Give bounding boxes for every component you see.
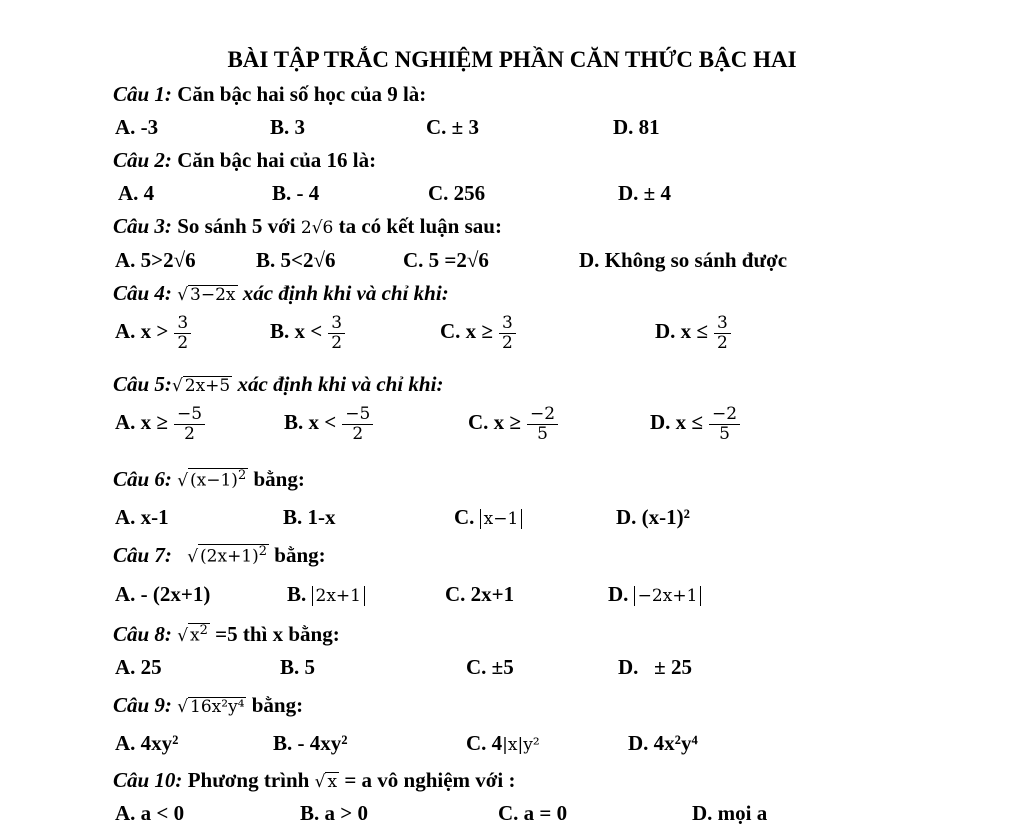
page-title: BÀI TẬP TRẮC NGHIỆM PHẦN CĂN THỨC BẬC HAI: [227, 47, 797, 72]
question-label: Câu 7:: [113, 543, 172, 567]
option-a[interactable]: A. x-1: [115, 505, 169, 529]
option-d[interactable]: [655, 314, 731, 352]
radicand-base: x: [190, 626, 200, 646]
option-d[interactable]: D. 81: [613, 115, 660, 139]
radicand: 16x²y⁴: [190, 697, 245, 717]
option-d[interactable]: D. ± 25: [618, 655, 692, 679]
option-prefix: C. x ≥: [440, 319, 493, 343]
sqrt-sign: √: [187, 547, 199, 567]
fraction: [709, 405, 740, 443]
abs-expression: −2x+1: [634, 586, 702, 606]
question-text-before: So sánh 5 với: [177, 214, 296, 238]
radicand: 2x+5: [184, 376, 231, 396]
question-label: Câu 5:: [113, 372, 172, 396]
option-b[interactable]: B. 1-x: [283, 505, 336, 529]
numerator: −5: [342, 405, 373, 425]
fraction: [499, 314, 516, 352]
numerator: 3: [714, 314, 731, 334]
option-d[interactable]: D. ± 4: [618, 181, 671, 205]
fraction: [527, 405, 558, 443]
option-b[interactable]: B. a > 0: [300, 801, 368, 825]
numerator: 3: [499, 314, 516, 334]
question-text: xác định khi và chỉ khi:: [237, 372, 444, 396]
option-prefix: B. x <: [270, 319, 323, 343]
option-prefix: A. x >: [115, 319, 169, 343]
option-b[interactable]: B. - 4: [272, 181, 320, 205]
denominator: 2: [352, 423, 364, 444]
question-label: Câu 10:: [113, 768, 183, 792]
abs-expression: x−1: [480, 509, 523, 529]
option-a[interactable]: A. 4: [118, 181, 155, 205]
option-b[interactable]: B. - 4xy²: [273, 731, 348, 755]
sqrt-sign: √: [177, 471, 189, 491]
option-a[interactable]: A. 4xy²: [115, 731, 179, 755]
math-expression: 2√6: [300, 218, 334, 238]
option-a[interactable]: [115, 405, 205, 443]
sqrt-sign: √: [171, 376, 183, 396]
option-c[interactable]: [468, 405, 558, 443]
sqrt-sign: √: [314, 772, 326, 792]
denominator: 2: [501, 332, 513, 353]
question-label: Câu 2:: [113, 148, 172, 172]
sqrt-sign: √: [177, 697, 189, 717]
question-text: xác định khi và chỉ khi:: [242, 281, 449, 305]
question-9: [113, 693, 303, 718]
radicand: x: [327, 772, 338, 792]
denominator: 5: [719, 423, 730, 444]
option-prefix: B. x <: [284, 410, 337, 434]
option-prefix: C. x ≥: [468, 410, 521, 434]
option-c[interactable]: C. ±5: [466, 655, 514, 679]
question-1: [113, 82, 426, 107]
option-c[interactable]: C. 2x+1: [445, 582, 515, 606]
denominator: 2: [331, 332, 343, 353]
option-c[interactable]: [440, 314, 516, 352]
option-c[interactable]: C. ± 3: [426, 115, 479, 139]
option-prefix: B.: [287, 582, 307, 606]
option-b[interactable]: [284, 405, 373, 443]
fraction: [714, 314, 731, 352]
option-b[interactable]: B. 5: [280, 655, 316, 679]
question-label: Câu 3:: [113, 214, 172, 238]
question-text-after: ta có kết luận sau:: [338, 214, 502, 238]
option-prefix: C.: [454, 505, 475, 529]
option-prefix: C. 4: [466, 731, 503, 755]
question-6: [113, 467, 305, 492]
denominator: 2: [716, 332, 728, 353]
denominator: 5: [537, 423, 548, 444]
option-c[interactable]: [466, 731, 540, 756]
option-c[interactable]: [454, 505, 522, 530]
denominator: 2: [184, 423, 195, 444]
numerator: −2: [709, 405, 740, 425]
radicand: $(2x+1)^2$: [200, 544, 268, 567]
question-8: [113, 622, 340, 647]
option-d[interactable]: [608, 582, 701, 607]
radicand-base: (2x+1): [200, 547, 259, 567]
question-label: Câu 1:: [113, 82, 172, 106]
question-label: Câu 4:: [113, 281, 172, 305]
option-a[interactable]: A. 25: [115, 655, 162, 679]
numerator: −2: [527, 405, 558, 425]
option-c[interactable]: C. 256: [428, 181, 486, 205]
question-label: Câu 8:: [113, 622, 172, 646]
question-label: Câu 9:: [113, 693, 172, 717]
option-a[interactable]: [115, 314, 191, 352]
sqrt-sign: √: [177, 285, 189, 305]
question-7: [113, 543, 326, 568]
question-text: Căn bậc hai số học của 9 là:: [177, 82, 427, 106]
option-prefix: A. x ≥: [115, 410, 168, 434]
option-a[interactable]: A. -3: [115, 115, 159, 139]
radicand: $(x-1)^2$: [190, 468, 247, 491]
numerator: −5: [174, 405, 205, 425]
radicand-base: (x−1): [190, 471, 238, 491]
option-b[interactable]: [270, 314, 345, 352]
question-text: bằng:: [251, 693, 304, 717]
option-d[interactable]: [650, 405, 740, 443]
option-prefix: D.: [608, 582, 629, 606]
denominator: 2: [177, 332, 189, 353]
fraction: [328, 314, 345, 352]
question-text: bằng:: [253, 467, 305, 491]
option-a[interactable]: A. a < 0: [115, 801, 185, 825]
option-c[interactable]: C. 5 =2√6: [403, 248, 489, 272]
numerator: 3: [174, 314, 191, 334]
fraction: [174, 405, 205, 443]
abs-expression: 2x+1: [312, 586, 365, 606]
fraction: [342, 405, 373, 443]
option-b[interactable]: B. 3: [270, 115, 306, 139]
sqrt-sign: √: [177, 626, 189, 646]
question-text-after: = a vô nghiệm với :: [344, 768, 516, 792]
option-a[interactable]: A. 5>2√6: [115, 248, 196, 272]
question-4: [113, 281, 449, 306]
option-d[interactable]: D. (x-1)²: [616, 505, 690, 529]
question-text: =5 thì x bằng:: [215, 622, 340, 646]
question-text: bằng:: [274, 543, 326, 567]
question-10: [113, 768, 516, 793]
radicand: 3−2x: [190, 285, 236, 305]
option-c[interactable]: C. a = 0: [498, 801, 568, 825]
option-prefix: D. x ≤: [650, 410, 703, 434]
question-2: [113, 148, 376, 173]
question-3: [113, 214, 502, 239]
abs-expression: |x|y²: [502, 735, 540, 755]
question-text: Căn bậc hai của 16 là:: [177, 148, 377, 172]
question-label: Câu 6:: [113, 467, 172, 491]
option-d[interactable]: D. mọi a: [692, 801, 768, 825]
option-b[interactable]: [287, 582, 365, 607]
question-5: [113, 372, 443, 397]
option-a[interactable]: A. - (2x+1): [115, 582, 211, 606]
fraction: [174, 314, 191, 352]
question-text-before: Phương trình: [187, 768, 310, 792]
option-b[interactable]: B. 5<2√6: [256, 248, 336, 272]
option-prefix: D. x ≤: [655, 319, 708, 343]
option-d[interactable]: D. 4x²y⁴: [628, 731, 698, 755]
option-d[interactable]: D. Không so sánh được: [579, 248, 788, 272]
numerator: 3: [328, 314, 345, 334]
radicand: $x^2$: [190, 623, 208, 646]
